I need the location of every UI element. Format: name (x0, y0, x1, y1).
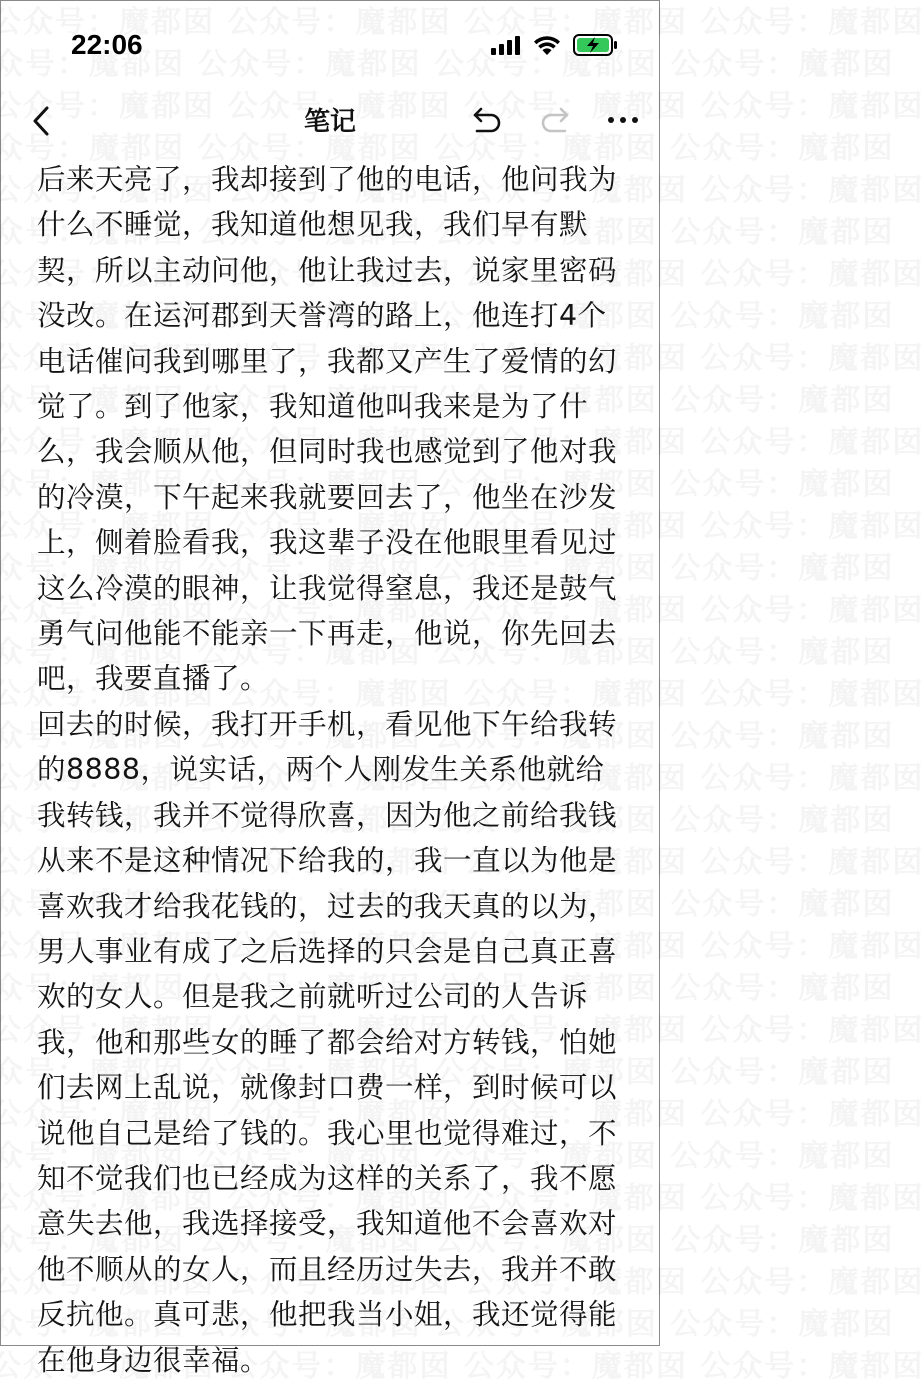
more-icon[interactable] (603, 105, 643, 135)
redo-icon[interactable] (537, 105, 571, 135)
note-body[interactable] (37, 157, 627, 1383)
undo-icon[interactable] (471, 105, 505, 135)
signal-icon (491, 35, 521, 59)
note-paragraph-1: 后来天亮了，我却接到了他的电话，他问我为什么不睡觉，我知道他想见我，我们早有默契，所以主动问他，他让我过去，说家里密码没改。在运河郡到天誉湾的路上，他连打4个电话催问我到哪里了，我都又产生了爱情的幻觉了。到了他家，我知道他叫我来是为了什么，我会顺从他，但同时我也感觉到了他对我的冷漠，下午起来我就要回去了，他坐在沙发上，侧着脸看我，我这辈子没在他眼里看见过这么冷漠的眼神，让我觉得窒息，我还是鼓气勇气问他能不能亲一下再走，他说，你先回去吧，我要直播了。 (37, 163, 618, 696)
battery-charging-icon (573, 33, 619, 61)
status-icons (491, 33, 619, 61)
page-title: 笔记 (303, 107, 356, 137)
status-bar (1, 1, 659, 93)
nav-bar (1, 93, 659, 153)
note-paragraph-2: 回去的时候，我打开手机，看见他下午给我转的8888，说实话，两个人刚发生关系他就给我转钱，我并不觉得欣喜，因为他之前给我钱从来不是这种情况下给我的，我一直以为他是喜欢我才给我花钱的，过去的我天真的以为，男人事业有成了之后选择的只会是自己真正喜欢的女人。但是我之前就听过公司的人告诉我，他和那些女的睡了都会给对方转钱，怕她们去网上乱说，就像封口费一样，到时候可以说他自己是给了钱的。我心里也觉得难过，不知不觉我们也已经成为这样的关系了，我不愿意失去他，我选择接受，我知道他不会喜欢对他不顺从的女人，而且经历过失去，我并不敢反抗他。真可悲，他把我当小姐，我还觉得能在他身边很幸福。 (37, 707, 618, 1377)
status-time: 22:06 (71, 29, 143, 60)
wifi-icon (533, 34, 561, 60)
